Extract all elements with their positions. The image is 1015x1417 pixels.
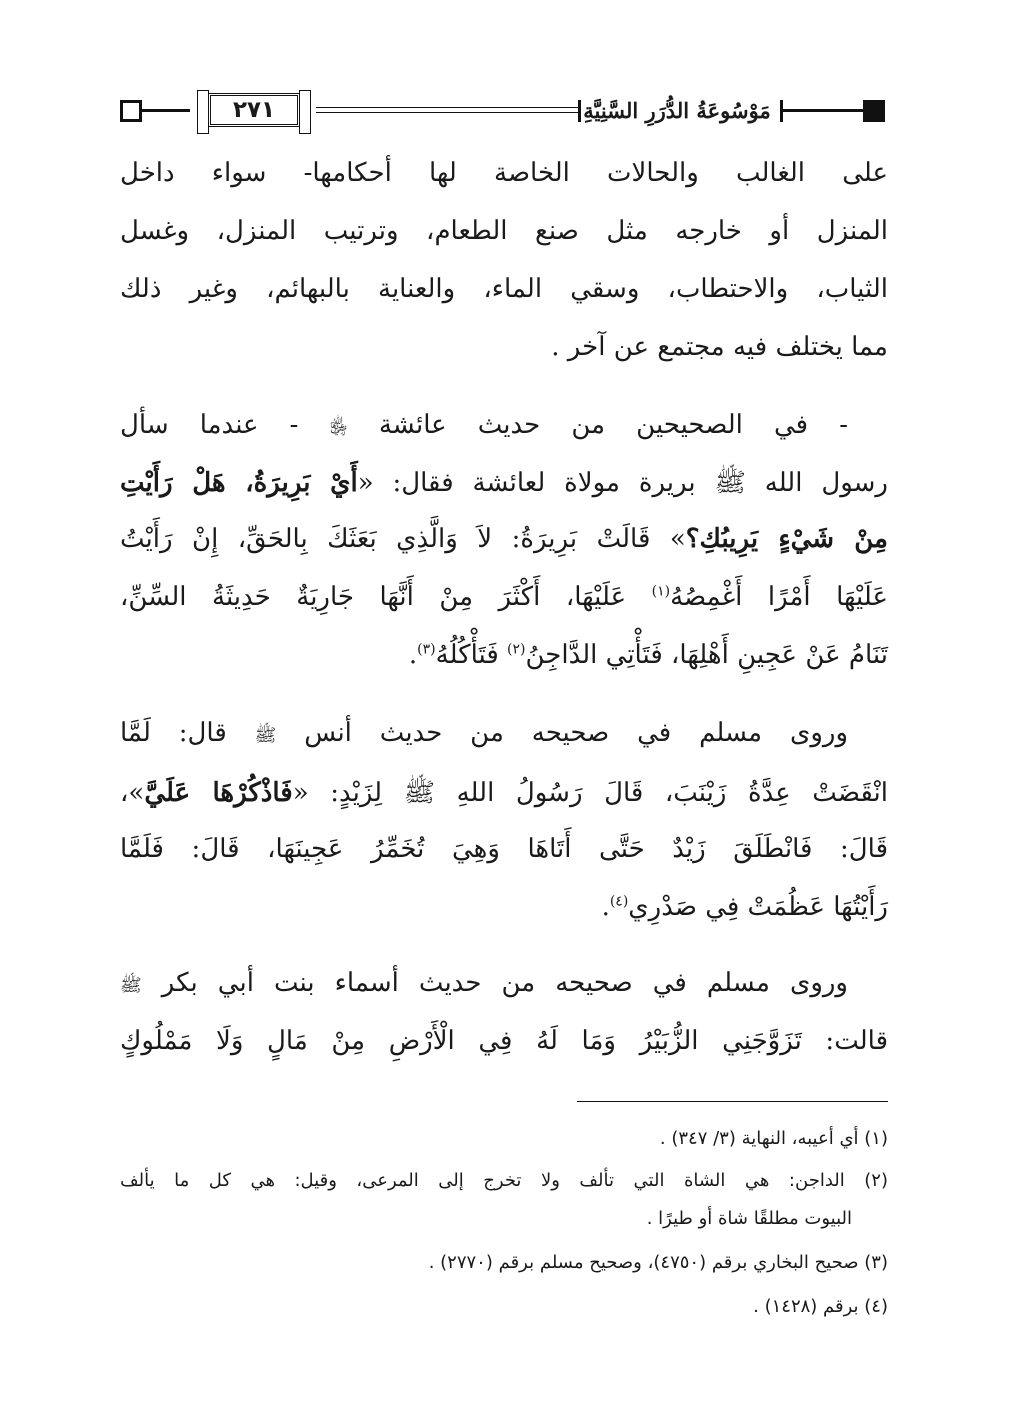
hadith-quote: أَيْ بَرِيرَةُ، هَلْ رَأَيْتِ xyxy=(120,468,358,498)
honorific: ﷺ xyxy=(254,725,277,746)
text-line: وروى مسلم في صحيحه من حديث أنس ﷺ قال: لَمَّا xyxy=(120,718,849,748)
honorific: ﵂ xyxy=(329,417,348,438)
text-line: - في الصحيحين من حديث عائشة ﵂ - عندما سأل xyxy=(120,410,848,440)
text-line: تَنَامُ عَنْ عَجِينِ أَهْلِهَا، فَتَأْتِي الدَّاجِنُ$^{(٢)}$ فَتَأْكُلُهُ$^{(٣)}$. xyxy=(408,640,888,670)
hadith-quote: فَاذْكُرْهَا عَلَيَّ xyxy=(144,778,293,808)
page-number: ٢٧١ xyxy=(232,97,276,123)
honorific: ﷺ xyxy=(120,975,142,996)
text-line: المنزل أو خارجه مثل صنع الطعام، وترتيب المنزل، وغسل xyxy=(120,216,888,246)
footnote-continuation: البيوت مطلقًا شاة أو طيرًا . xyxy=(646,1208,852,1229)
header-rule xyxy=(316,107,580,108)
footnote-ref: (١) xyxy=(651,583,671,600)
text-line: قَالَ: فَانْطَلَقَ زَيْدٌ حَتَّى أَتَاهَا وَهِيَ تُخَمِّرُ عَجِينَهَا، قَالَ: فَلَمَّا xyxy=(120,834,888,864)
text-line: مما يختلف فيه مجتمع عن آخر . xyxy=(551,332,888,362)
header-square-outline xyxy=(120,100,142,122)
header-square-filled xyxy=(863,100,885,122)
text-line: رَأَيْتُهَا عَظُمَتْ فِي صَدْرِي$^{(٤)}$. xyxy=(601,892,888,922)
text-line: الثياب، والاحتطاب، وسقي الماء، والعناية بالبهائم، وغير ذلك xyxy=(120,274,888,304)
footnote: (٣) صحيح البخاري برقم (٤٧٥٠)، وصحيح مسلم برقم (٢٧٧٠) . xyxy=(428,1252,888,1273)
header-rule xyxy=(316,112,580,113)
text-line: على الغالب والحالات الخاصة لها أحكامها- سواء داخل xyxy=(120,158,888,188)
text-line: قالت: تَزَوَّجَنِي الزُّبَيْرُ وَمَا لَهُ فِي الْأَرْضِ مِنْ مَالٍ وَلَا مَمْلُوكٍ xyxy=(120,1026,888,1056)
book-title: مَوْسُوعَةُ الدُّرَرِ السَّنِيَّةِ xyxy=(583,98,771,123)
footnote-ref: (٤) xyxy=(609,893,629,910)
page-number-box xyxy=(208,93,300,127)
footnote: (٢) الداجن: هي الشاة التي تألف ولا تخرج إلى المرعى، وقيل: هي كل ما يألف xyxy=(120,1170,888,1191)
footnote-separator xyxy=(577,1101,888,1102)
text-line: وروى مسلم في صحيحه من حديث أسماء بنت أبي بكر ﷺ xyxy=(120,968,848,998)
ornament-right xyxy=(299,90,311,134)
ornament-left xyxy=(197,90,209,134)
hadith-quote: مِنْ شَيْءٍ يَرِيبُكِ؟ xyxy=(685,524,888,554)
header-rule xyxy=(142,109,190,112)
text-line: رسول الله ﷺ بريرة مولاة لعائشة فقال: «أَيْ بَرِيرَةُ، هَلْ رَأَيْتِ xyxy=(120,468,888,498)
footnote-ref: (٢) xyxy=(507,641,526,658)
text-line: انْقَضَتْ عِدَّةُ زَيْنَبَ، قَالَ رَسُولُ اللهِ ﷺ لِزَيْدٍ: «فَاذْكُرْهَا عَلَيَّ»، xyxy=(120,778,888,808)
footnote: (١) أي أعيبه، النهاية (٣/ ٣٤٧) . xyxy=(659,1128,888,1149)
page-header xyxy=(120,92,885,136)
text-line: عَلَيْهَا أَمْرًا أَغْمِصُهُ$^{(١)}$ عَلَيْهَا، أَكْثَرَ مِنْ أَنَّهَا جَارِيَةٌ حَدِيثَةُ السِّنِّ، xyxy=(120,582,888,612)
text-line: مِنْ شَيْءٍ يَرِيبُكِ؟» قَالَتْ بَرِيرَةُ: لاَ وَالَّذِي بَعَثَكَ بِالحَقِّ، إِنْ رَأَيْتُ xyxy=(120,524,888,554)
footnote: (٤) برقم (١٤٢٨) . xyxy=(753,1296,888,1317)
header-rule xyxy=(783,109,863,112)
footnote-ref: (٣) xyxy=(417,641,436,658)
header-tick xyxy=(578,100,581,122)
